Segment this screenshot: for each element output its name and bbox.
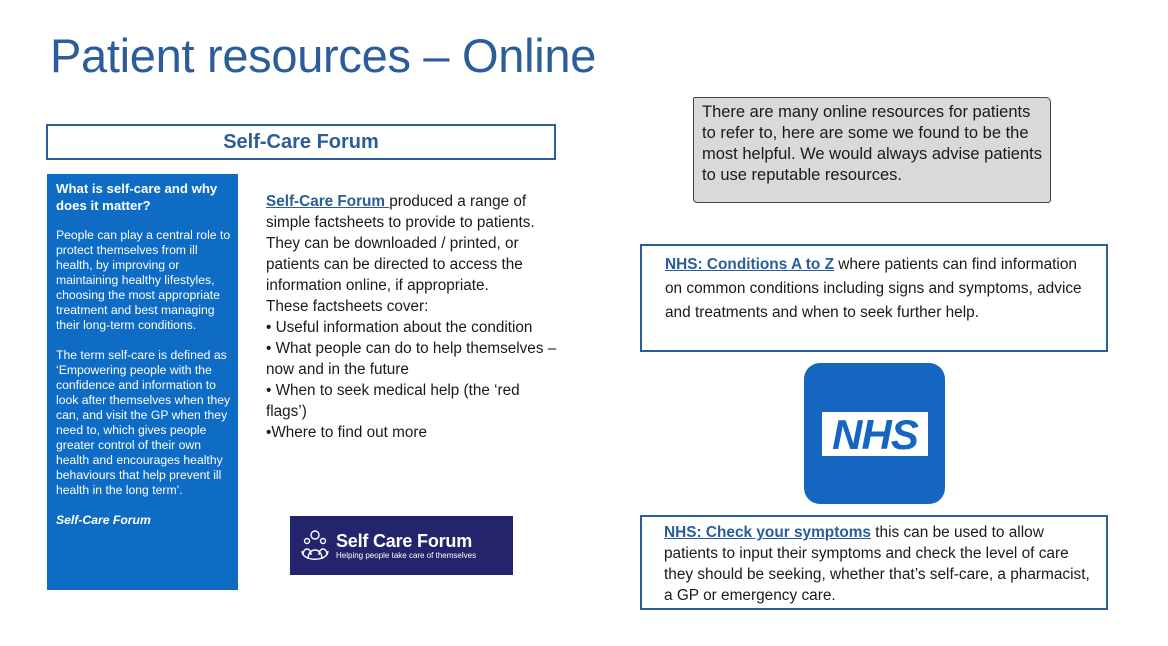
- conditions-description: where patients can find information on common conditions including signs and symptoms, advice and treatments and when to seek further help.: [665, 256, 1082, 321]
- nhs-wordmark-icon: [822, 412, 928, 456]
- factsheet-bullet: • Useful information about the condition: [266, 319, 533, 336]
- factsheets-label: These factsheets cover:: [266, 298, 429, 315]
- factsheet-bullet: • What people can do to help themselves – now and in the future: [266, 340, 557, 378]
- nhs-check-symptoms-link[interactable]: NHS: Check your symptoms: [664, 524, 871, 541]
- self-care-forum-link[interactable]: Self-Care Forum: [266, 193, 390, 210]
- nhs-logo-text: NHS: [831, 411, 918, 456]
- self-care-forum-logo: [290, 516, 513, 575]
- description-intro: Self-Care Forum produced a range of simple factsheets to provide to patients. They can be downloaded / printed, or patients can be directed to access the information online, if appropriate.: [266, 193, 535, 294]
- self-care-forum-description: [266, 191, 562, 443]
- intro-note: There are many online resources for patients to refer to, here are some we found to be the most helpful. We would always advise patients to use reputable resources.: [693, 97, 1051, 203]
- panel-heading: What is self-care and why does it matter?: [56, 181, 218, 213]
- page-title: Patient resources – Online: [50, 29, 597, 82]
- nhs-conditions-link[interactable]: NHS: Conditions A to Z: [665, 256, 834, 273]
- symptoms-description: this can be used to allow patients to input their symptoms and check the level of care they should be seeking, whether that’s self-care, a pharmacist, a GP or emergency care.: [664, 524, 1090, 604]
- logo-tagline: Helping people take care of themselves: [336, 550, 477, 560]
- panel-paragraph-2: The term self-care is defined as ‘Empowering people with the confidence and information to look after themselves when they can, and visit the GP when they need to, which gives people greater control of their own health and encourages healthy behaviours that help prevent ill health in the long term’.: [56, 348, 231, 497]
- people-circle-icon: [300, 529, 330, 563]
- self-care-forum-header: Self-Care Forum: [46, 124, 556, 160]
- nhs-logo: [804, 363, 945, 504]
- factsheet-bullet: •Where to find out more: [266, 424, 427, 441]
- logo-name: Self Care Forum: [336, 530, 473, 551]
- nhs-conditions-box: [640, 244, 1108, 352]
- nhs-symptoms-box: [640, 515, 1108, 610]
- panel-paragraph-1: People can play a central role to protect themselves from ill health, by improving or maintaining healthy lifestyles, choosing the most appropriate treatment and best managing their long-term conditions.: [56, 228, 231, 332]
- panel-signature: Self-Care Forum: [56, 513, 151, 527]
- self-care-info-panel: [47, 174, 238, 590]
- factsheet-bullet: • When to seek medical help (the ‘red flags’): [266, 382, 520, 420]
